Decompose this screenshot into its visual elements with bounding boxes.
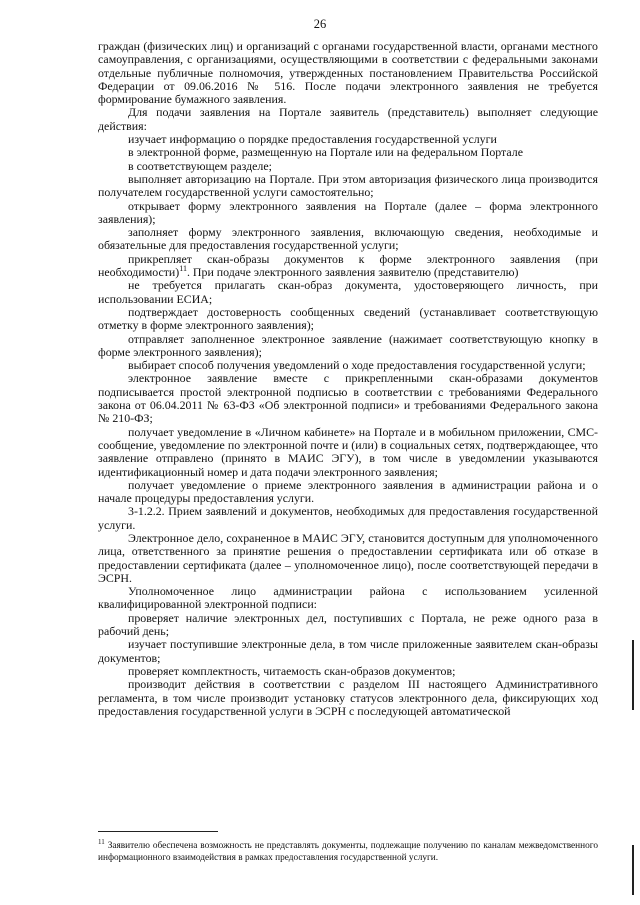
scan-edge-mark bbox=[632, 845, 634, 895]
paragraph-text: заполняет форму электронного заявления, включающую сведения, необходимые и обязательные для предоставления государственной услуги; bbox=[98, 225, 598, 253]
paragraph bbox=[98, 253, 598, 280]
footnote-marker: 11 bbox=[98, 837, 105, 846]
paragraph-text: прикрепляет скан-образы документов к форме электронного заявления (при необходимости) bbox=[98, 251, 598, 280]
footnote-text: Заявителю обеспечена возможность не представлять документы, подлежащие получению по каналам межведомственного информационного взаимодействия в рамках предоставления государственной услуги. bbox=[98, 841, 598, 863]
paragraph-text: не требуется прилагать скан-образ документа, удостоверяющего личность, при использовании ЕСИА; bbox=[98, 278, 598, 306]
paragraph-text: изучает поступившие электронные дела, в том числе приложенные заявителем скан-образы документов; bbox=[98, 637, 598, 665]
paragraph-text: Для подачи заявления на Портале заявитель (представитель) выполняет следующие действия: bbox=[98, 105, 598, 133]
paragraph-text: изучает информацию о порядке предоставления государственной услуги bbox=[128, 132, 497, 147]
paragraph bbox=[98, 226, 598, 253]
paragraph bbox=[98, 665, 598, 678]
paragraph bbox=[98, 372, 598, 425]
paragraph-text: электронное заявление вместе с прикрепленными скан-образами документов подписывается простой электронной подписью в соответствии с требованиями Федерального закона от 06.04.2011 № 63-ФЗ «Об электронной подписи» и требованиями Федерального закона № 210-ФЗ; bbox=[98, 371, 598, 426]
paragraph-text: отправляет заполненное электронное заявление (нажимает соответствующую кнопку в форме электронного заявления); bbox=[98, 331, 598, 359]
paragraph bbox=[98, 505, 598, 532]
paragraph-text: в соответствующем разделе; bbox=[128, 158, 272, 173]
paragraph-text: проверяет комплектность, читаемость скан-образов документов; bbox=[128, 663, 456, 678]
document-body bbox=[98, 40, 598, 718]
paragraph-text: подтверждает достоверность сообщенных сведений (устанавливает соответствующую отметку в форме электронного заявления); bbox=[98, 304, 598, 333]
paragraph-text: выполняет авторизацию на Портале. При этом авторизация физического лица производится получателем государственной услуги самостоятельно; bbox=[98, 171, 598, 200]
paragraph bbox=[98, 638, 598, 665]
paragraph-text: производит действия в соответствии с разделом III настоящего Административного регламента, в том числе производит установку статусов электронного дела, фиксирующих ход предоставления государственной услуги в ЭСРН с последующей автоматической bbox=[98, 677, 598, 718]
paragraph-text: открывает форму электронного заявления на Портале (далее – форма электронного заявления); bbox=[98, 198, 598, 226]
footnote-reference: 11 bbox=[179, 264, 187, 274]
paragraph bbox=[98, 678, 598, 718]
paragraph-text: получает уведомление о приеме электронного заявления в администрации района и о начале процедуры предоставления услуги. bbox=[98, 477, 598, 506]
paragraph bbox=[98, 40, 598, 106]
paragraph-text: граждан (физических лиц) и организаций с органами государственной власти, органами местного самоуправления, с организациями, осуществляющими в соответствии с федеральными законами отдельные публичные полномочия, утвержденных постановлением Правительства Российской Федерации от 09.06.2016 № 516. После подачи электронного заявления не требуется формирование бумажного заявления. bbox=[98, 39, 598, 107]
paragraph-text-continued: . При подаче электронного заявления заявителю (представителю) bbox=[186, 265, 519, 280]
paragraph bbox=[98, 359, 598, 372]
paragraph bbox=[98, 146, 598, 159]
paragraph bbox=[98, 426, 598, 479]
paragraph-text: выбирает способ получения уведомлений о ходе предоставления государственной услуги; bbox=[128, 358, 586, 373]
paragraph bbox=[98, 612, 598, 639]
page-number: 26 bbox=[313, 17, 327, 31]
footnote-divider bbox=[98, 831, 218, 832]
paragraph bbox=[98, 306, 598, 333]
paragraph bbox=[98, 279, 598, 306]
paragraph-text: Электронное дело, сохраненное в МАИС ЭГУ, становится доступным для уполномоченного лица, ответственного за принятие решения о предоставлении сертификата или об отказе в предоставлении сертификата (далее – уполномоченное лицо), после соответствующей передачи в ЭСРН. bbox=[98, 530, 598, 585]
paragraph bbox=[98, 106, 598, 133]
scan-edge-mark bbox=[632, 640, 634, 710]
paragraph bbox=[98, 160, 598, 173]
paragraph-text: проверяет наличие электронных дел, поступивших с Портала, не реже одного раза в рабочий день; bbox=[98, 610, 598, 639]
paragraph-text: в электронной форме, размещенную на Портале или на федеральном Портале bbox=[128, 145, 523, 160]
paragraph bbox=[98, 532, 598, 585]
paragraph bbox=[98, 133, 598, 146]
paragraph bbox=[98, 585, 598, 612]
paragraph-text: получает уведомление в «Личном кабинете» на Портале и в мобильном приложении, СМС-сообщение, уведомление по электронной почте и (или) в социальных сетях, подтверждающее, что заявление отправлено (принято в МАИС ЭГУ), в том числе в уведомлении указываются идентификационный номер и дата подачи электронного заявления; bbox=[98, 424, 598, 479]
paragraph bbox=[98, 333, 598, 360]
paragraph bbox=[98, 173, 598, 200]
paragraph-text: Уполномоченное лицо администрации района с использованием усиленной квалифицированной электронной подписи: bbox=[98, 584, 598, 612]
footnote bbox=[98, 837, 598, 864]
paragraph bbox=[98, 479, 598, 506]
paragraph bbox=[98, 200, 598, 227]
paragraph-text: 3-1.2.2. Прием заявлений и документов, необходимых для предоставления государственной услуги. bbox=[98, 504, 598, 532]
